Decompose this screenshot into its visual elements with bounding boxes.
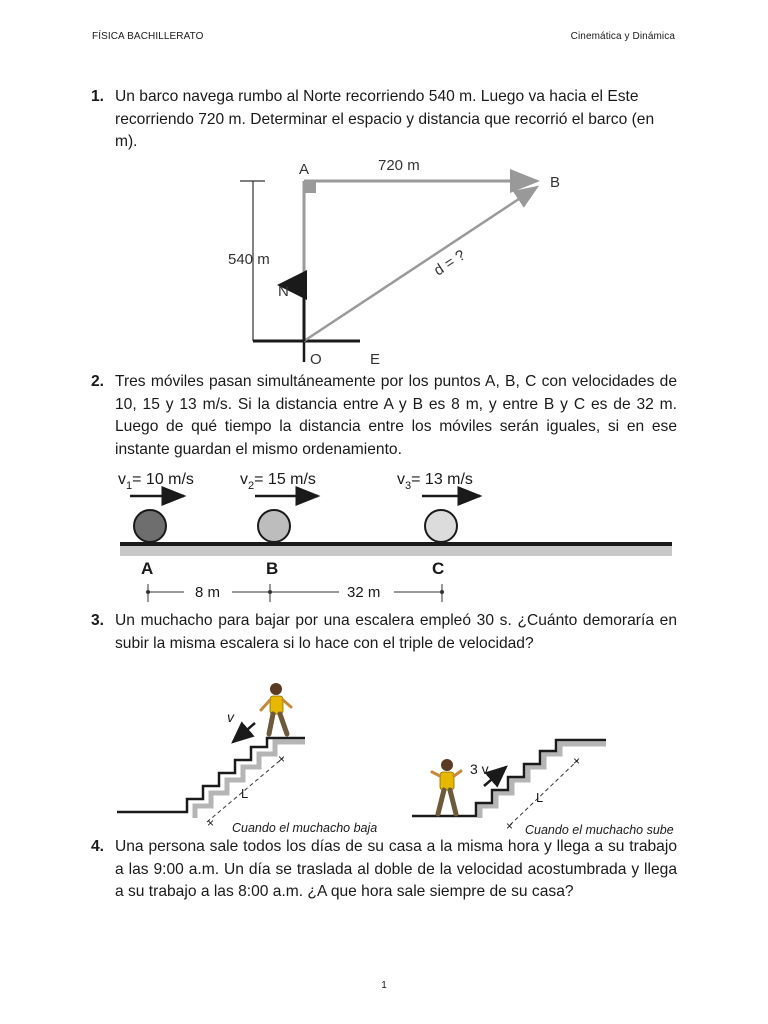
label-O: O [310,351,322,368]
caption-sube: Cuando el muchacho sube [525,823,674,837]
point-B: B [266,559,279,578]
label-A: A [299,161,310,178]
label-v: v [227,709,234,725]
label-720m: 720 m [378,157,420,174]
velocity-label-1 [118,471,194,492]
label-N: N [278,283,289,300]
stairs-up-figure [410,730,680,840]
length-end-mark: × [278,752,286,766]
svg-text:v2= 15 m/s: $v_2= 15$ m/s [240,471,316,492]
question-number: 1. [91,88,105,105]
velocity-label-3 [397,471,473,492]
question-1 [91,86,677,154]
question-2-figure [110,460,680,610]
question-number: 3. [91,612,105,629]
question-text: Tres móviles pasan simultáneamente por los puntos A, B, C con velocidades de 10, 15 y 13 m/s. Si la distancia entre A y B es 8 m, y entre B y C es de 32 m. Luego de qué tiempo la distancia entre los móviles serán iguales, si en ese instante guardan el mismo ordenamiento. [115,373,677,458]
label-32m: 32 m [347,584,381,601]
question-text: Una persona sale todos los días de su casa a la misma hora y llega a su trabajo a las 9:00 a.m. Un día se traslada al doble de la velocidad acostumbrada y llega a su trabajo a las 8:00 a.m. ¿A que hora sale siempre de su casa? [115,838,677,901]
label-L: L [241,786,249,801]
boy-figure [432,759,461,814]
length-end-mark: × [506,819,514,833]
label-540m: 540 m [228,251,270,268]
ball-B [258,510,290,542]
velocity-label-2 [240,471,316,492]
stairs-down-figure [115,680,390,840]
question-1-figure [200,150,600,375]
question-number: 2. [91,373,105,390]
label-d: d = ? [430,246,469,280]
label-3v: 3 v [470,761,489,777]
point-A: A [141,559,154,578]
dim-dot-C [440,590,444,594]
right-angle-mark [304,181,316,193]
label-L: L [536,790,544,805]
caption-baja: Cuando el muchacho baja [232,821,378,835]
dim-dot-B [268,590,272,594]
point-C: C [432,559,445,578]
track-top [120,542,672,546]
question-text: Un muchacho para bajar por una escalera empleó 30 s. ¿Cuánto demoraría en subir la misma escalera si lo hace con el triple de velocidad? [115,612,677,652]
header-left: FÍSICA BACHILLERATO [92,31,204,42]
dim-dot-A [146,590,150,594]
question-4 [91,836,677,904]
length-end-mark: × [207,816,215,830]
header-right: Cinemática y Dinámica [570,31,675,42]
label-E: E [370,351,381,368]
question-text: Un barco navega rumbo al Norte recorriendo 540 m. Luego va hacia el Este recorriendo 720 m. Determinar el espacio y distancia que recorrió el barco (en m). [115,88,655,151]
question-2 [91,371,677,461]
page-number: 1 [381,980,387,991]
question-number: 4. [91,838,105,855]
track-body [120,546,672,556]
length-end-mark: × [573,754,581,768]
ball-A [134,510,166,542]
svg-text:v3= 13 m/s: $v_3= 13$ m/s [397,471,473,492]
displacement-diagonal [304,187,537,341]
svg-text:v1= 10 m/s: $v_1= 10$ m/s [118,471,194,492]
stairs-shadow [480,744,606,818]
label-B: B [550,174,561,191]
question-3 [91,610,677,655]
length-line [510,760,578,825]
boy-figure [261,683,291,734]
ball-C [425,510,457,542]
velocity-arrow-down [233,723,255,742]
label-8m: 8 m [195,584,221,601]
